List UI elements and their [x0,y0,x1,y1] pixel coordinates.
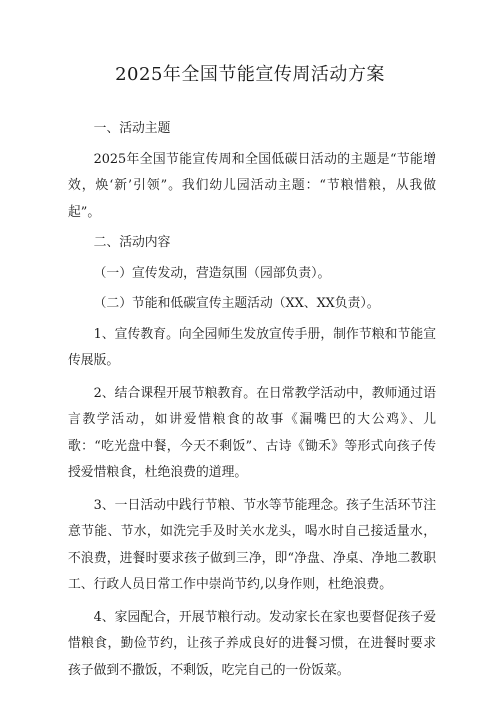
section-heading-theme: 一、活动主题 [93,121,171,136]
paragraph-theme: 2025年全国节能宣传周和全国低碳日活动的主题是“节能增效，焕‘新’引领”。我们幼儿园活动主题：“节粮惜粮，从我做起”。 [68,151,436,220]
paragraph-item-4: 4、家园配合，开展节粮行动。发动家长在家也要督促孩子爱惜粮食，勤俭节约，让孩子养成良好的进餐习惯，在进餐时要求孩子做到不撒饭，不剩饭，吃完自己的一份饭菜。 [68,609,436,678]
document-title: 2025年全国节能宣传周活动方案 [115,64,385,85]
paragraph-item-3: 3、一日活动中践行节粮、节水等节能理念。孩子生活环节注意节能、节水，如洗完手及时关水龙头，喝水时自己接适量水，不浪费，进餐时要求孩子做到三净，即“净盘、净桌、净地二教职工、行政人员日常工作中崇尚节约,以身作则，杜绝浪费。 [68,497,436,592]
document-body [68,112,436,684]
paragraph-item-2: 2、结合课程开展节粮教育。在日常教学活动中，教师通过语言教学活动，如讲爱惜粮食的故事《漏嘴巴的大公鸡》、儿歌：“吃光盘中餐，今天不剩饭”、古诗《锄禾》等形式向孩子传授爱惜粮食，杜绝浪费的道理。 [68,385,436,480]
subsection-heading-1: （一）宣传发动，营造氛围（园部负责）。 [93,265,331,281]
subsection-heading-2: （二）节能和低碳宣传主题活动（XX、XX负责）。 [93,296,380,311]
paragraph-item-1: 1、宣传教育。向全园师生发放宣传手册，制作节粮和节能宣传展版。 [68,326,436,368]
section-heading-content: 二、活动内容 [93,235,171,250]
